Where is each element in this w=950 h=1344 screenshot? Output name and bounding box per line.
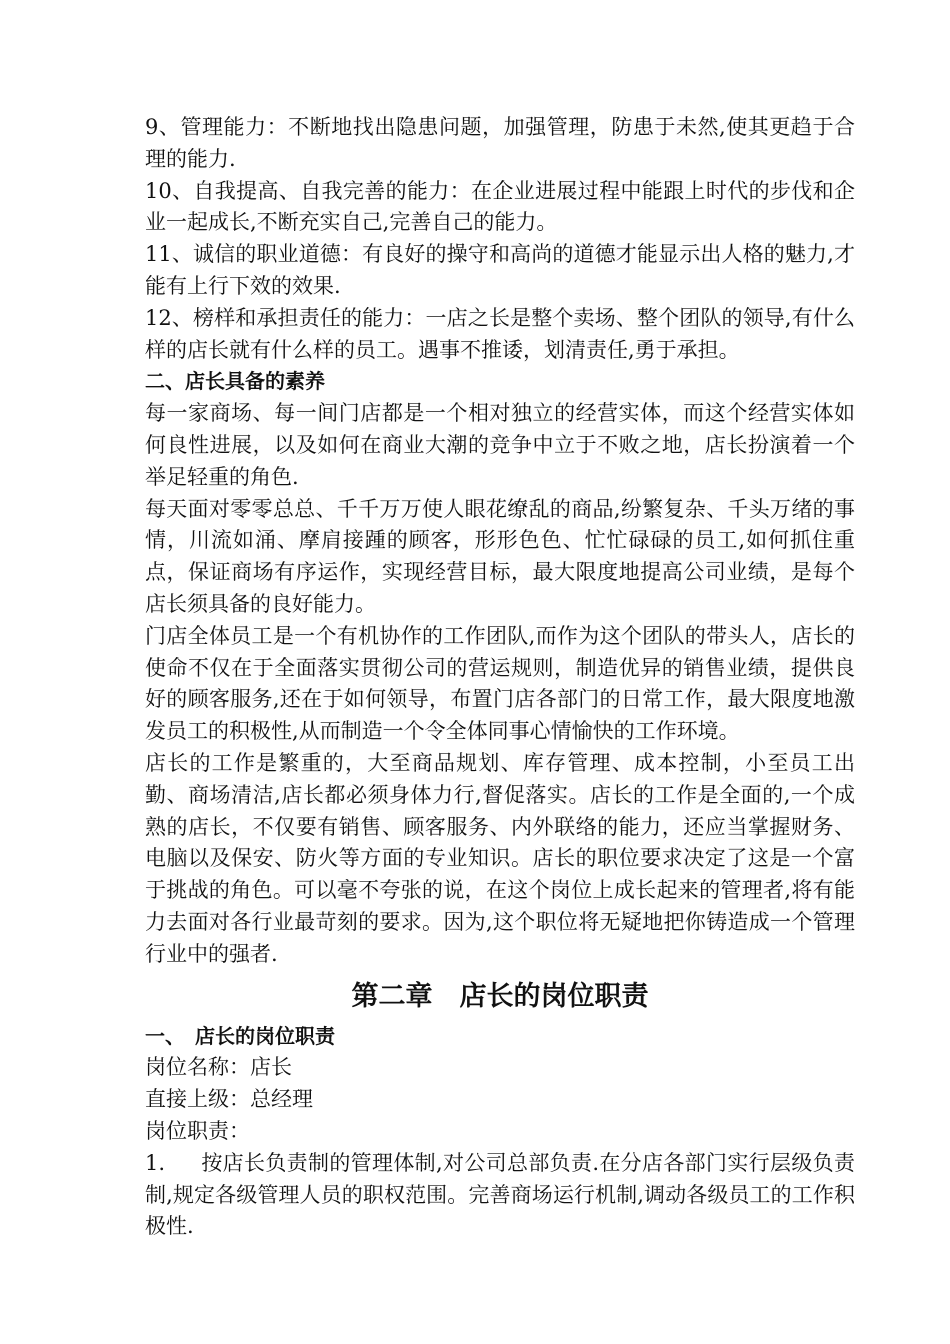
qualities-paragraph-3: 门店全体员工是一个有机协作的工作团队,而作为这个团队的带头人，店长的使命不仅在于全面落实贯彻公司的营运规则，制造优异的销售业绩，提供良好的顾客服务,还在于如何领导，布置门店各部门的日常工作，最大限度地激发员工的积极性,从而制造一个令全体同事心情愉快的工作环境。 [145,623,855,744]
qualities-paragraph-1: 每一家商场、每一间门店都是一个相对独立的经营实体，而这个经营实体如何良性进展，以及如何在商业大潮的竞争中立于不败之地，店长扮演着一个举足轻重的角色. [145,401,855,489]
duties-label: 岗位职责： [145,1118,250,1143]
qualities-paragraph-4: 店长的工作是繁重的，大至商品规划、库存管理、成本控制，小至员工出勤、商场清洁,店长都必须身体力行,督促落实。店长的工作是全面的,一个成熟的店长，不仅要有销售、顾客服务、内外联络的能力，还应当掌握财务、电脑以及保安、防火等方面的专业知识。店长的职位要求决定了这是一个富于挑战的角色。可以毫不夸张的说，在这个岗位上成长起来的管理者,将有能力去面对各行业最苛刻的要求。因为,这个职位将无疑地把你铸造成一个管理行业中的强者. [145,750,855,966]
position-name: 岗位名称：店长 [145,1055,292,1080]
chapter-title: 第二章 店长的岗位职责 [351,980,649,1012]
ability-item-12: 12、榜样和承担责任的能力：一店之长是整个卖场、整个团队的领导,有什么样的店长就有什么样的员工。遇事不推诿，划清责任,勇于承担。 [145,305,855,362]
section-heading-qualities: 二、店长具备的素养 [145,369,325,394]
direct-superior: 直接上级：总经理 [145,1087,313,1112]
ability-item-11: 11、诚信的职业道德：有良好的操守和高尚的道德才能显示出人格的魅力,才能有上行下效的效果. [145,242,855,298]
ability-item-10: 10、自我提高、自我完善的能力：在企业进展过程中能跟上时代的步伐和企业一起成长,不断充实自己,完善自己的能力。 [145,178,855,235]
duty-item-1-text: 按店长负责制的管理体制,对公司总部负责.在分店各部门实行层级负责制,规定各级管理人员的职权范围。完善商场运行机制,调动各级员工的工作积极性. [145,1150,855,1239]
ability-item-9: 9、管理能力：不断地找出隐患问题，加强管理，防患于未然,使其更趋于合理的能力. [145,115,855,171]
duty-item-1 [145,1148,855,1243]
document-page [145,112,855,1243]
qualities-paragraph-2: 每天面对零零总总、千千万万使人眼花缭乱的商品,纷繁复杂、千头万绪的事情，川流如涌、摩肩接踵的顾客，形形色色、忙忙碌碌的员工,如何抓住重点，保证商场有序运作，实现经营目标，最大限度地提高公司业绩，是每个店长须具备的良好能力。 [145,496,855,616]
duty-item-1-number: 1. [145,1150,166,1175]
subsection-heading-duties: 一、 店长的岗位职责 [145,1023,335,1048]
